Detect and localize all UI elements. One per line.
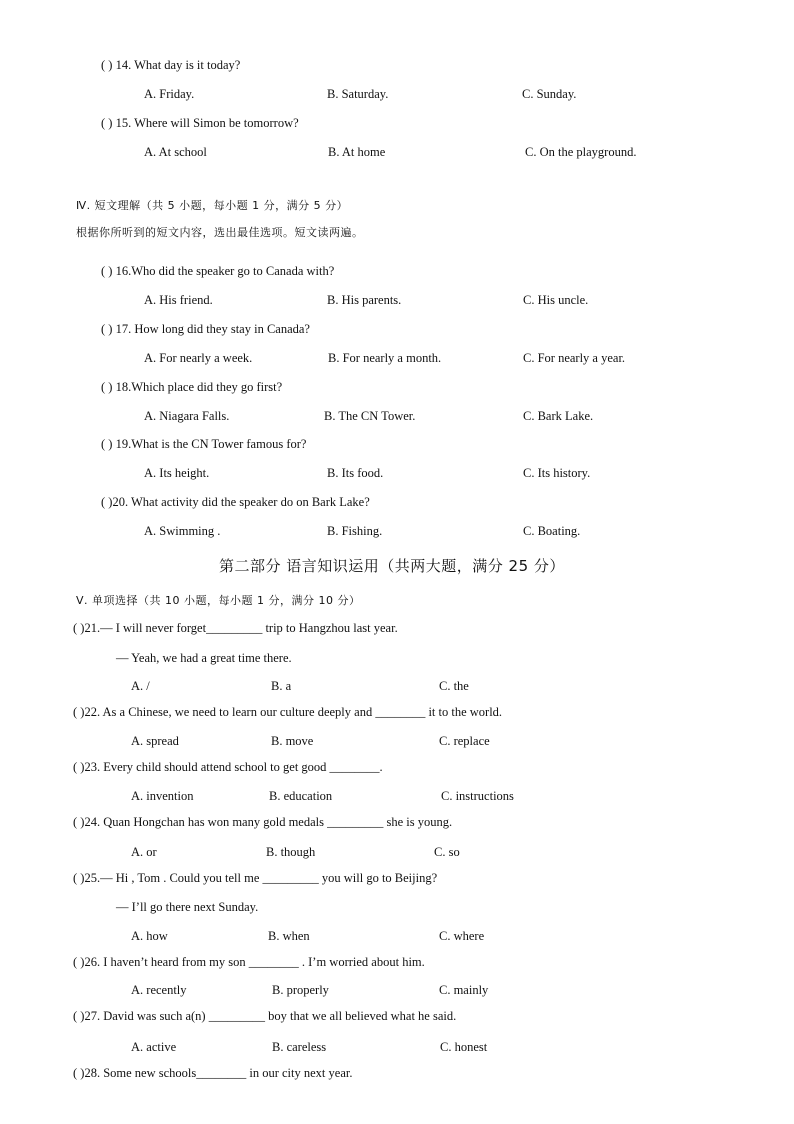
dialogue-line-21: — Yeah, we had a great time there. (116, 651, 292, 665)
option-c: C. where (439, 929, 485, 943)
option-c: C. On the playground. (525, 145, 637, 159)
option-b: B. though (266, 845, 316, 859)
option-c: C. replace (439, 734, 490, 748)
option-c: C. For nearly a year. (523, 351, 626, 365)
part-title-2: 第二部分 语言知识运用（共两大题，满分 25 分） (219, 557, 565, 575)
option-a: A. For nearly a week. (144, 351, 253, 365)
option-b: B. The CN Tower. (324, 409, 416, 423)
question-stem-25: ( )25.— Hi , Tom . Could you tell me _________ you will go to Beijing? (73, 871, 438, 885)
option-a: A. Its height. (144, 466, 210, 480)
option-a: A. recently (131, 983, 187, 997)
option-a: A. Swimming . (144, 524, 221, 538)
dialogue-line-25: — I’ll go there next Sunday. (116, 900, 259, 914)
option-a: A. At school (144, 145, 207, 159)
question-stem-26: ( )26. I haven’t heard from my son ________ . I’m worried about him. (73, 955, 425, 969)
option-a: A. spread (131, 734, 179, 748)
section-instruction-4: 根据你所听到的短文内容，选出最佳选项。短文读两遍。 (76, 226, 364, 239)
option-b: B. Its food. (327, 466, 384, 480)
option-c: C. honest (440, 1040, 488, 1054)
question-stem-20: ( )20. What activity did the speaker do on Bark Lake? (101, 495, 370, 509)
option-a: A. or (131, 845, 157, 859)
option-a: A. / (131, 679, 150, 693)
option-c: C. the (439, 679, 469, 693)
question-stem-27: ( )27. David was such a(n) _________ boy that we all believed what he said. (73, 1009, 457, 1023)
option-a: A. Friday. (144, 87, 195, 101)
option-a: A. Niagara Falls. (144, 409, 230, 423)
option-b: B. move (271, 734, 314, 748)
question-stem-21: ( )21.— I will never forget_________ trip to Hangzhou last year. (73, 621, 398, 635)
option-b: B. For nearly a month. (328, 351, 442, 365)
option-b: B. His parents. (327, 293, 402, 307)
question-stem-16: ( ) 16.Who did the speaker go to Canada with? (101, 264, 335, 278)
question-stem-24: ( )24. Quan Hongchan has won many gold medals _________ she is young. (73, 815, 453, 829)
option-a: A. active (131, 1040, 177, 1054)
option-b: B. education (269, 789, 333, 803)
option-a: A. invention (131, 789, 194, 803)
question-stem-28: ( )28. Some new schools________ in our city next year. (73, 1066, 353, 1080)
question-stem-23: ( )23. Every child should attend school to get good ________. (73, 760, 383, 774)
option-c: C. so (434, 845, 460, 859)
option-b: B. when (268, 929, 310, 943)
option-b: B. a (271, 679, 292, 693)
option-c: C. His uncle. (523, 293, 589, 307)
question-stem-17: ( ) 17. How long did they stay in Canada? (101, 322, 310, 336)
question-stem-19: ( ) 19.What is the CN Tower famous for? (101, 437, 307, 451)
question-stem-22: ( )22. As a Chinese, we need to learn our culture deeply and ________ it to the world. (73, 705, 503, 719)
question-stem-14: ( ) 14. What day is it today? (101, 58, 241, 72)
option-c: C. instructions (441, 789, 514, 803)
option-b: B. properly (272, 983, 329, 997)
question-stem-15: ( ) 15. Where will Simon be tomorrow? (101, 116, 299, 130)
option-c: C. mainly (439, 983, 489, 997)
option-b: B. careless (272, 1040, 327, 1054)
option-c: C. Bark Lake. (523, 409, 594, 423)
section-title-5: Ⅴ. 单项选择（共 10 小题，每小题 1 分，满分 10 分） (76, 594, 361, 607)
option-b: B. Fishing. (327, 524, 383, 538)
option-c: C. Sunday. (522, 87, 577, 101)
option-b: B. At home (328, 145, 386, 159)
question-stem-18: ( ) 18.Which place did they go first? (101, 380, 283, 394)
option-b: B. Saturday. (327, 87, 389, 101)
option-c: C. Boating. (523, 524, 581, 538)
option-a: A. how (131, 929, 168, 943)
option-c: C. Its history. (523, 466, 591, 480)
section-title-4: Ⅳ. 短文理解（共 5 小题，每小题 1 分，满分 5 分） (76, 199, 349, 212)
option-a: A. His friend. (144, 293, 213, 307)
